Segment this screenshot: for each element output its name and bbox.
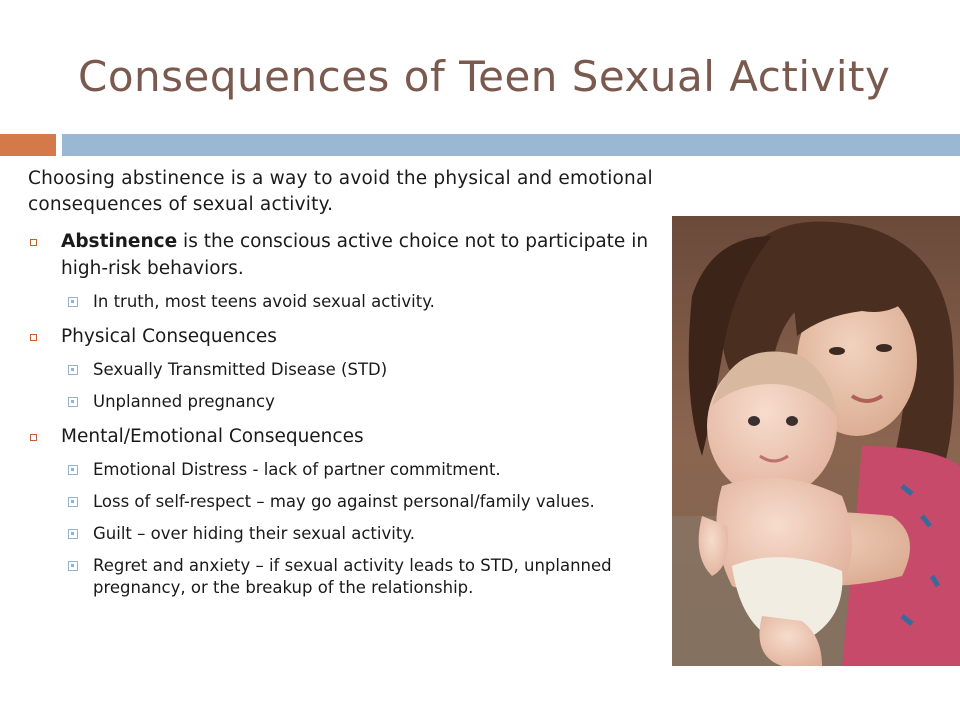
sub-bullet-icon: [68, 365, 78, 375]
accent-bar-orange: [0, 134, 56, 156]
bullet-square-icon: [30, 239, 37, 246]
sub-list-item-text: Sexually Transmitted Disease (STD): [93, 360, 388, 379]
list-item-text: is the conscious active choice not to participate in high-risk behaviors.: [61, 231, 649, 279]
sub-bullet-icon: [68, 497, 78, 507]
sub-list-item: [28, 491, 674, 513]
intro-paragraph: Choosing abstinence is a way to avoid the physical and emotional consequences of sexual activity.: [28, 168, 653, 215]
sub-bullet-icon: [68, 561, 78, 571]
photo-illustration: [672, 216, 960, 666]
sub-list-item-text: In truth, most teens avoid sexual activity.: [93, 292, 435, 311]
sub-list-item: [28, 459, 674, 481]
list-item-text: Physical Consequences: [61, 326, 277, 347]
list-item-text: Mental/Emotional Consequences: [61, 426, 364, 447]
list-item: [28, 228, 674, 282]
accent-bar-blue: [62, 134, 960, 156]
sub-list-item-text: Guilt – over hiding their sexual activity.: [93, 524, 415, 543]
sub-bullet-icon: [68, 397, 78, 407]
sub-bullet-icon: [68, 465, 78, 475]
sub-list-item: [28, 555, 674, 599]
sub-list-item: [28, 359, 674, 381]
sub-list-item-text: Emotional Distress - lack of partner commitment.: [93, 460, 501, 479]
sub-list-item-text: Unplanned pregnancy: [93, 392, 275, 411]
list-item: [28, 323, 674, 350]
sub-list-item: [28, 291, 674, 313]
sub-bullet-icon: [68, 297, 78, 307]
bullet-square-icon: [30, 434, 37, 441]
sub-list-item-text: Regret and anxiety – if sexual activity leads to STD, unplanned pregnancy, or the breakup of the relationship.: [93, 556, 612, 597]
sub-list-item-text: Loss of self-respect – may go against personal/family values.: [93, 492, 595, 511]
abstinence-term: Abstinence: [61, 231, 178, 252]
bullet-list: [28, 228, 674, 609]
sub-bullet-icon: [68, 529, 78, 539]
sub-list-item: [28, 523, 674, 545]
bullet-square-icon: [30, 334, 37, 341]
photo-girl-holding-baby: [672, 216, 960, 666]
slide-title: Consequences of Teen Sexual Activity: [78, 52, 891, 101]
sub-list-item: [28, 391, 674, 413]
list-item: [28, 423, 674, 450]
